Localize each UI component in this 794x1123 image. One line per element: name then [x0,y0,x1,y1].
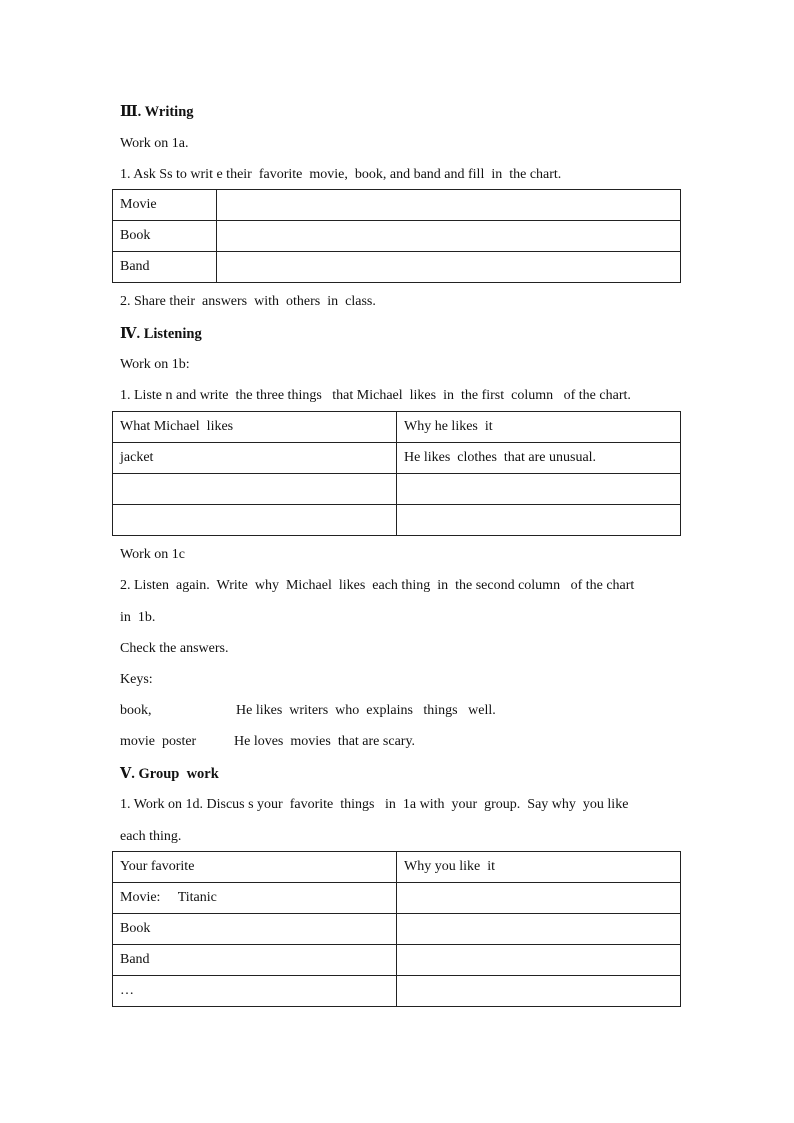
table-cell [397,945,681,976]
row-label: Book [113,221,217,252]
favorites-chart-table [112,189,681,283]
table-row [113,883,681,914]
group-favorites-table [112,851,681,1007]
table-row [113,221,681,252]
column-header: What Michael likes [113,412,397,443]
section-heading-writing: Ⅲ. Writing [120,104,194,120]
key-reason: He loves movies that are scary. [234,734,416,749]
instruction-listen-write: 1. Liste n and write the three things that Michael likes in the first column of the chart. [120,388,631,403]
table-row [113,252,681,283]
table-cell: … [113,976,397,1007]
work-on-1a: Work on 1a. [120,136,189,151]
table-cell: Movie: Titanic [113,883,397,914]
section-heading-group-work: Ⅴ. Group work [120,766,219,782]
work-on-1b: Work on 1b: [120,357,190,372]
row-label: Movie [113,190,217,221]
table-row [113,914,681,945]
work-on-1c: Work on 1c [120,547,185,562]
empty-cell [217,221,681,252]
table-row [113,505,681,536]
empty-cell [217,190,681,221]
table-cell: Band [113,945,397,976]
table-cell [397,474,681,505]
michael-likes-table [112,411,681,536]
column-header: Your favorite [113,852,397,883]
table-header-row [113,412,681,443]
table-row [113,474,681,505]
table-cell: Book [113,914,397,945]
table-row [113,190,681,221]
table-cell [397,505,681,536]
table-cell: He likes clothes that are unusual. [397,443,681,474]
empty-cell [217,252,681,283]
instruction-discuss-line2: each thing. [120,829,182,844]
instruction-fill-chart: 1. Ask Ss to writ e their favorite movie, book, and band and fill in the chart. [120,167,562,182]
key-item: movie poster [120,734,197,749]
instruction-listen-again-line2: in 1b. [120,610,156,625]
table-cell [397,914,681,945]
table-row [113,976,681,1007]
table-header-row [113,852,681,883]
row-label: Band [113,252,217,283]
table-cell [113,505,397,536]
table-cell [397,883,681,914]
section-heading-listening: Ⅳ. Listening [120,326,202,342]
instruction-share-answers: 2. Share their answers with others in class. [120,294,376,309]
table-cell [113,474,397,505]
column-header: Why you like it [397,852,681,883]
instruction-discuss-line1: 1. Work on 1d. Discus s your favorite things in 1a with your group. Say why you like [120,797,629,812]
key-item: book, [120,703,152,718]
instruction-listen-again-line1: 2. Listen again. Write why Michael likes each thing in the second column of the chart [120,578,635,593]
check-answers: Check the answers. [120,641,229,656]
keys-label: Keys: [120,672,153,687]
table-row [113,945,681,976]
table-cell [397,976,681,1007]
column-header: Why he likes it [397,412,681,443]
key-reason: He likes writers who explains things well. [236,703,496,718]
table-cell: jacket [113,443,397,474]
table-row [113,443,681,474]
